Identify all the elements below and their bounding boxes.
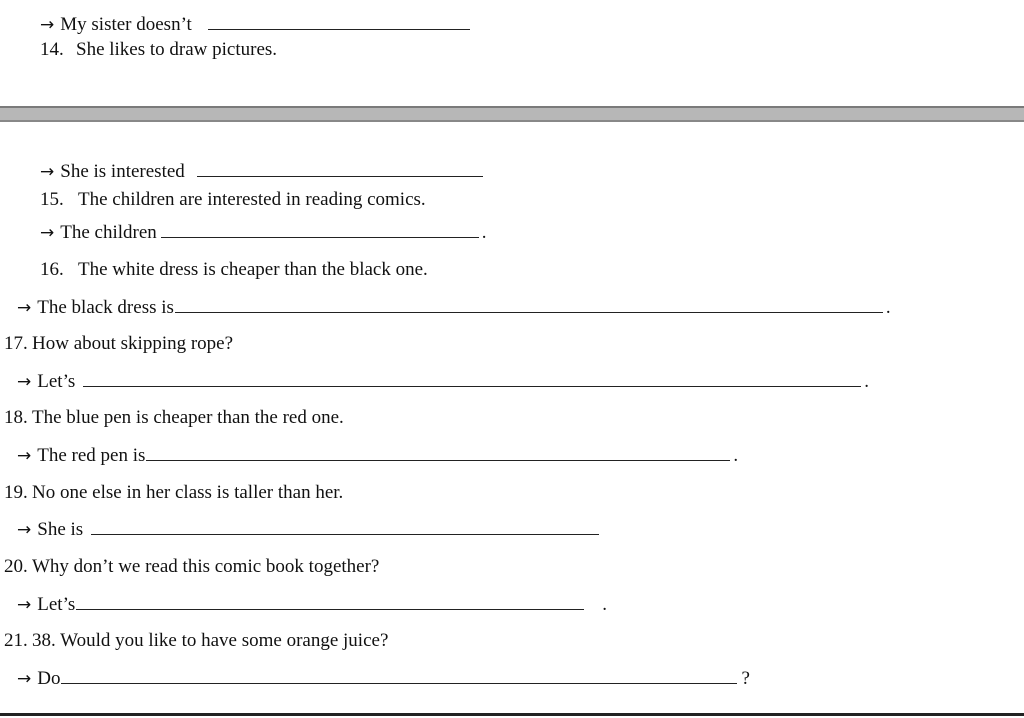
answer-blank[interactable] [146,444,730,461]
answer-line: → The red pen is . [17,445,739,466]
question-number: 18. [4,407,28,428]
page-break-border [0,120,1024,122]
arrow-icon: → [17,595,32,615]
arrow-icon: → [17,520,32,540]
question-line [4,333,233,355]
answer-prompt: Let’s [37,371,76,392]
arrow-icon: → [17,298,32,318]
answer-blank[interactable] [83,370,861,387]
answer-line: → Let’s . [17,371,869,392]
question-line [40,259,428,281]
question-line [40,39,277,61]
question-text: She likes to draw pictures. [76,39,278,60]
question-text: The white dress is cheaper than the black one. [78,259,428,280]
question-line [40,189,426,211]
answer-prompt: The red pen is [37,445,146,466]
page-bottom-border [0,713,1024,716]
answer-prompt: Do [37,668,61,689]
question-text: 38. Would you like to have some orange juice? [32,630,389,651]
answer-line [17,518,602,541]
question-line [4,482,343,504]
page-break-band [0,108,1024,120]
question-text: Why don’t we read this comic book together? [32,556,380,577]
answer-prompt: She is interested [60,161,185,182]
answer-line: → The children . [40,222,487,243]
question-number: 14. [40,39,64,60]
question-number: 21. [4,630,28,651]
question-text: The blue pen is cheaper than the red one. [32,407,344,428]
answer-blank[interactable] [208,13,470,30]
question-text: No one else in her class is taller than her. [32,482,344,503]
answer-line: → The black dress is . [17,297,891,318]
answer-prompt: My sister doesn’t [60,14,192,35]
answer-blank[interactable] [197,160,483,177]
question-text: How about skipping rope? [32,333,234,354]
answer-blank[interactable] [91,518,599,535]
arrow-icon: → [40,162,55,182]
question-text: The children are interested in reading comics. [78,189,426,210]
question-number: 15. [40,189,64,210]
answer-blank[interactable] [161,221,479,238]
question-line [4,630,388,652]
question-number: 19. [4,482,28,503]
answer-blank[interactable] [175,296,883,313]
answer-prompt: Let’s [37,594,76,615]
arrow-icon: → [17,669,32,689]
answer-blank[interactable] [76,593,584,610]
arrow-icon: → [40,15,55,35]
question-line [4,407,344,429]
answer-line: → Let’s . [17,594,607,615]
answer-line [40,13,473,36]
answer-blank[interactable] [61,667,737,684]
answer-prompt: She is [37,519,84,540]
question-number: 20. [4,556,28,577]
question-number: 16. [40,259,64,280]
answer-line: → Do ? [17,668,750,689]
answer-prompt: The black dress is [37,297,174,318]
question-number: 17. [4,333,28,354]
arrow-icon: → [17,446,32,466]
arrow-icon: → [17,372,32,392]
question-line [4,556,379,578]
answer-line [40,160,486,183]
answer-prompt: The children [60,222,157,243]
arrow-icon: → [40,223,55,243]
